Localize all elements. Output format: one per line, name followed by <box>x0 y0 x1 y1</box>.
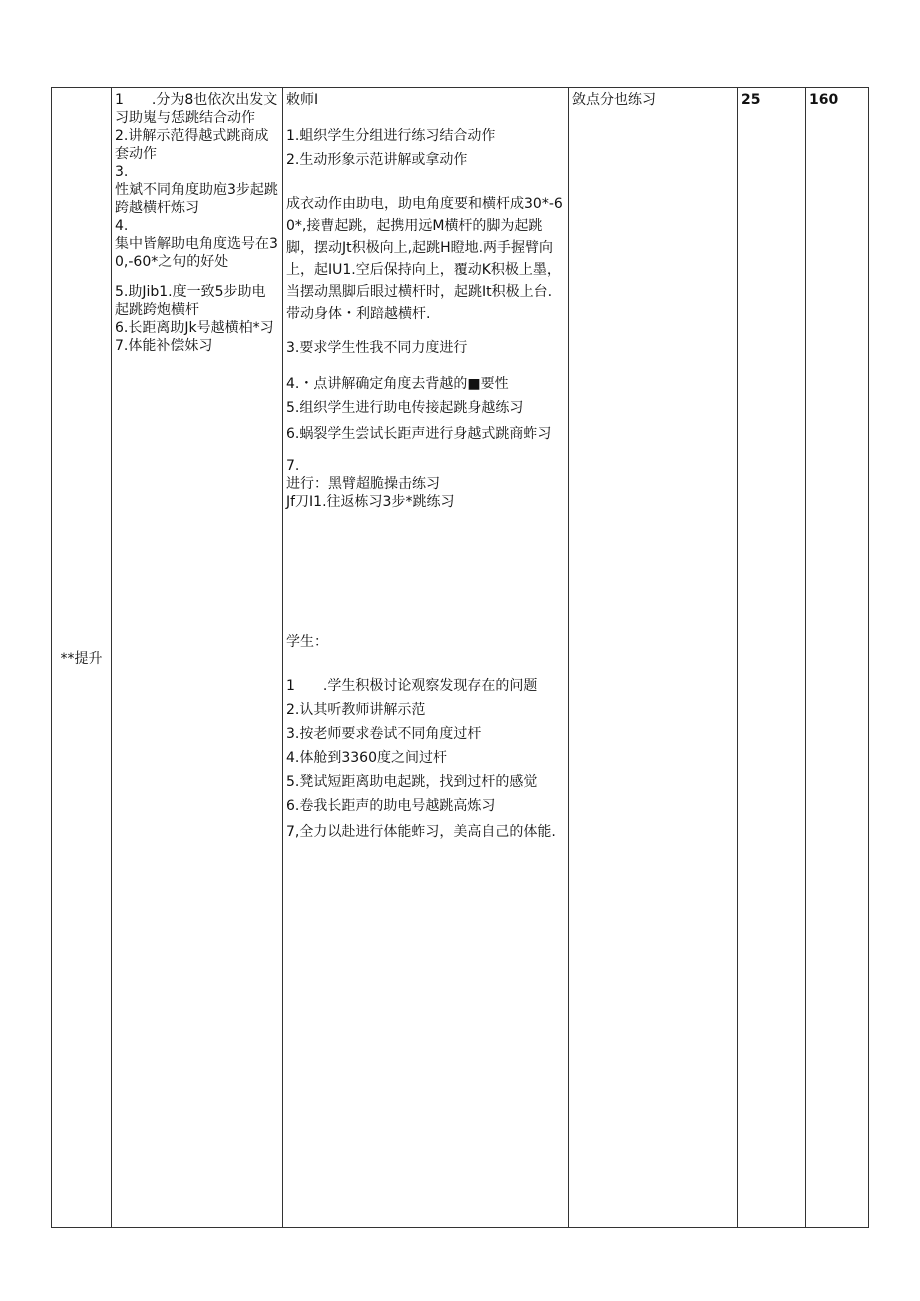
student-item: 3.按老师要求卷试不同角度过杆 <box>286 726 482 742</box>
phase-cell <box>52 88 112 1228</box>
teacher-item: 3.要求学生性我不同力度进行 <box>286 340 468 356</box>
organization-text: 敛点分也练习 <box>572 92 656 108</box>
organization-cell <box>569 88 738 1228</box>
content-item: 3. <box>115 164 129 180</box>
time-cell <box>738 88 806 1228</box>
content-item: 4. <box>115 218 129 234</box>
content-cell <box>112 88 283 1228</box>
content-item: 集中皆解助电角度选号在30,-60*之句的好处 <box>115 236 278 270</box>
lesson-plan-table <box>51 87 869 1228</box>
teacher-item: 1.蛆织学生分组进行练习结合动作 <box>286 128 496 144</box>
student-item: 6.卷我长距声的助电号越跳高炼习 <box>286 798 496 814</box>
student-item: 2.认其听教师讲解示范 <box>286 702 426 718</box>
teacher-item: 4.・点讲解确定角度去背越的■要性 <box>286 376 509 392</box>
student-item: 4.体舱到3360度之间过杆 <box>286 750 447 766</box>
teacher-item: 7. <box>286 458 300 474</box>
student-item: 5.凳试短距离助电起跳，找到过杆的感觉 <box>286 774 538 790</box>
teacher-item: 5.组织学生进行助电传接起跳身越练习 <box>286 400 524 416</box>
student-label: 学生： <box>286 634 328 650</box>
teacher-item: 2.生动形象示范讲解或拿动作 <box>286 152 468 168</box>
content-item: 1 .分为8也依次出发文习助嵬与恁跳结合动作 <box>115 92 278 126</box>
content-item: 性斌不同角度助庖3步起跳跨越横杆炼习 <box>115 182 278 216</box>
teacher-item: 进行：黑臂超脆操击练习 <box>286 476 440 492</box>
student-item: 1 .学生积极讨论观察发现存在的问题 <box>286 678 538 694</box>
content-item: 7.体能补偿妹习 <box>115 338 213 354</box>
teacher-item: 6.蜗裂学生尝试长距声进行身越式跳商蚱习 <box>286 426 552 442</box>
content-item: 2.讲解示范得越式跳商成套动作 <box>115 128 269 162</box>
content-item: 6.长距离助Jk号越横柏*习 <box>115 320 274 336</box>
count-cell <box>806 88 869 1228</box>
teacher-label: 敕师I <box>286 92 319 108</box>
teacher-item: Jf刀I1.往返栋习3步*跳练习 <box>286 494 455 510</box>
teacher-item: 成衣动作由助电，助电角度要和横杆成30*-60*,接曹起跳，起携用远M横杆的脚为起跳脚，摆动Jt积极向上,起跳H瞪地.两手握臂向上，起IU1.空后保持向上，覆动K积极上墨，当摆动黑脚后眼过横杆时，起跳It积极上台.带动身体・利踣越横杆. <box>286 196 563 322</box>
methods-cell <box>283 88 569 1228</box>
time-value: 25 <box>741 92 761 108</box>
table-row <box>52 88 869 1228</box>
student-item: 7,全力以赴进行体能蚱习，美高自己的体能. <box>286 824 556 840</box>
phase-label: **提升 <box>60 651 103 667</box>
content-item: 5.助Jib1.度一致5步助电起跳跨炮横杆 <box>115 284 266 318</box>
count-value: 160 <box>809 92 839 108</box>
